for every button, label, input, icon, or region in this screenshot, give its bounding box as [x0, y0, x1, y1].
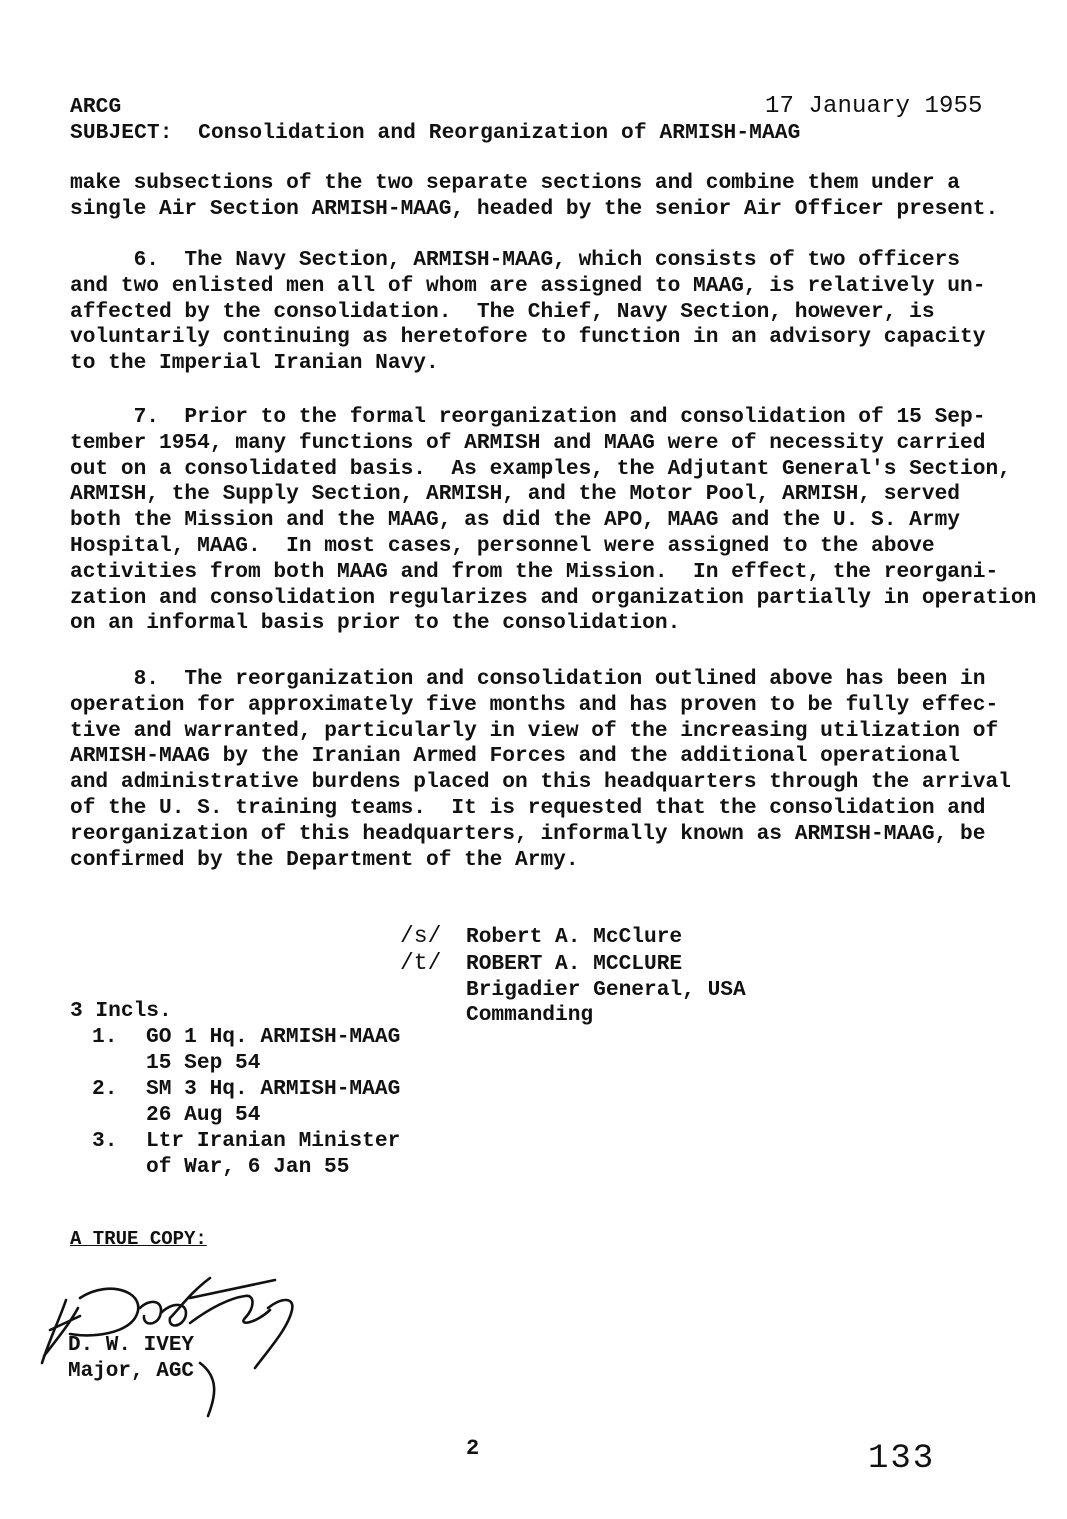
text-line: reorganization of this headquarters, informally known as ARMISH-MAAG, be	[70, 821, 986, 846]
text-line: 7. Prior to the formal reorganization and consolidation of 15 Sep-	[70, 405, 986, 429]
signed-mark: /s/	[400, 923, 442, 949]
handwritten-signature	[40, 1238, 330, 1418]
inclosure-title: SM 3 Hq. ARMISH-MAAG	[146, 1077, 401, 1101]
text-line: tember 1954, many functions of ARMISH and MAAG were of necessity carried	[70, 430, 986, 455]
office-code: ARCG	[70, 95, 122, 119]
typed-line	[400, 951, 746, 978]
signed-line	[400, 924, 746, 951]
true-copy-name: D. W. IVEY	[68, 1334, 195, 1357]
paragraph-8	[70, 667, 1050, 873]
true-copy-text: A TRUE COPY:	[70, 1228, 207, 1250]
inclosures-list	[70, 998, 400, 1180]
text-line: Hospital, MAAG. In most cases, personnel were assigned to the above	[70, 533, 935, 558]
text-line: on an informal basis prior to the consolidation.	[70, 611, 681, 636]
inclosure-number: 2.	[92, 1077, 118, 1101]
true-copy-rank: Major, AGC	[68, 1360, 195, 1383]
text-line: 6. The Navy Section, ARMISH-MAAG, which consists of two officers	[70, 248, 961, 272]
signed-name: Robert A. McClure	[466, 925, 683, 949]
letter-date: 17 January 1955	[765, 93, 983, 120]
paragraph-7	[70, 405, 1050, 637]
signer-role: Commanding	[466, 1003, 594, 1028]
text-line: 8. The reorganization and consolidation outlined above has been in	[70, 667, 986, 691]
text-line: tive and warranted, particularly in view of the increasing utilization of	[70, 718, 999, 743]
typed-mark: /t/	[400, 949, 442, 976]
text-line: ARMISH-MAAG by the Iranian Armed Forces and the additional operational	[70, 744, 961, 769]
inclosure-detail: 26 Aug 54	[146, 1103, 261, 1127]
text-line: zation and consolidation regularizes and organization partially in operation	[70, 585, 1037, 610]
inclosure-title: Ltr Iranian Minister	[146, 1129, 401, 1153]
text-line: and administrative burdens placed on this headquarters through the arrival	[70, 770, 1011, 795]
text-line: activities from both MAAG and from the Mission. In effect, the reorgani-	[70, 559, 999, 584]
text-line: of the U. S. training teams. It is requested that the consolidation and	[70, 795, 986, 820]
text-line: voluntarily continuing as heretofore to function in an advisory capacity	[70, 325, 986, 350]
signature-block	[400, 924, 746, 1029]
signer-rank: Brigadier General, USA	[466, 977, 746, 1002]
text-line: ARMISH, the Supply Section, ARMISH, and the Motor Pool, ARMISH, served	[70, 482, 961, 507]
text-line: make subsections of the two separate sections and combine them under a	[70, 171, 961, 195]
subject-line: SUBJECT: Consolidation and Reorganization of ARMISH-MAAG	[70, 121, 801, 145]
inclosure-item	[70, 1128, 400, 1154]
text-line: and two enlisted men all of whom are assigned to MAAG, is relatively un-	[70, 273, 986, 298]
text-line: out on a consolidated basis. As examples, the Adjutant General's Section,	[70, 456, 1011, 481]
inclosure-number: 1.	[92, 1025, 118, 1049]
typed-name: ROBERT A. MCCLURE	[466, 951, 683, 976]
text-line: to the Imperial Iranian Navy.	[70, 351, 439, 376]
inclosure-detail: of War, 6 Jan 55	[146, 1155, 350, 1179]
paragraph-intro	[70, 171, 1050, 223]
paragraph-6	[70, 248, 1050, 377]
text-line: both the Mission and the MAAG, as did the APO, MAAG and the U. S. Army	[70, 508, 961, 533]
document-number: 133	[868, 1440, 936, 1478]
text-line: confirmed by the Department of the Army.	[70, 847, 579, 872]
text-line: single Air Section ARMISH-MAAG, headed by the senior Air Officer present.	[70, 196, 999, 221]
inclosure-detail: 15 Sep 54	[146, 1051, 261, 1075]
inclosure-item	[70, 1076, 400, 1102]
inclosure-item	[70, 1024, 400, 1050]
page-number: 2	[466, 1436, 480, 1461]
inclosures-heading: 3 Incls.	[70, 999, 172, 1023]
inclosure-title: GO 1 Hq. ARMISH-MAAG	[146, 1025, 401, 1049]
text-line: affected by the consolidation. The Chief, Navy Section, however, is	[70, 299, 935, 324]
inclosure-number: 3.	[92, 1129, 118, 1153]
text-line: operation for approximately five months and has proven to be fully effec-	[70, 692, 999, 717]
